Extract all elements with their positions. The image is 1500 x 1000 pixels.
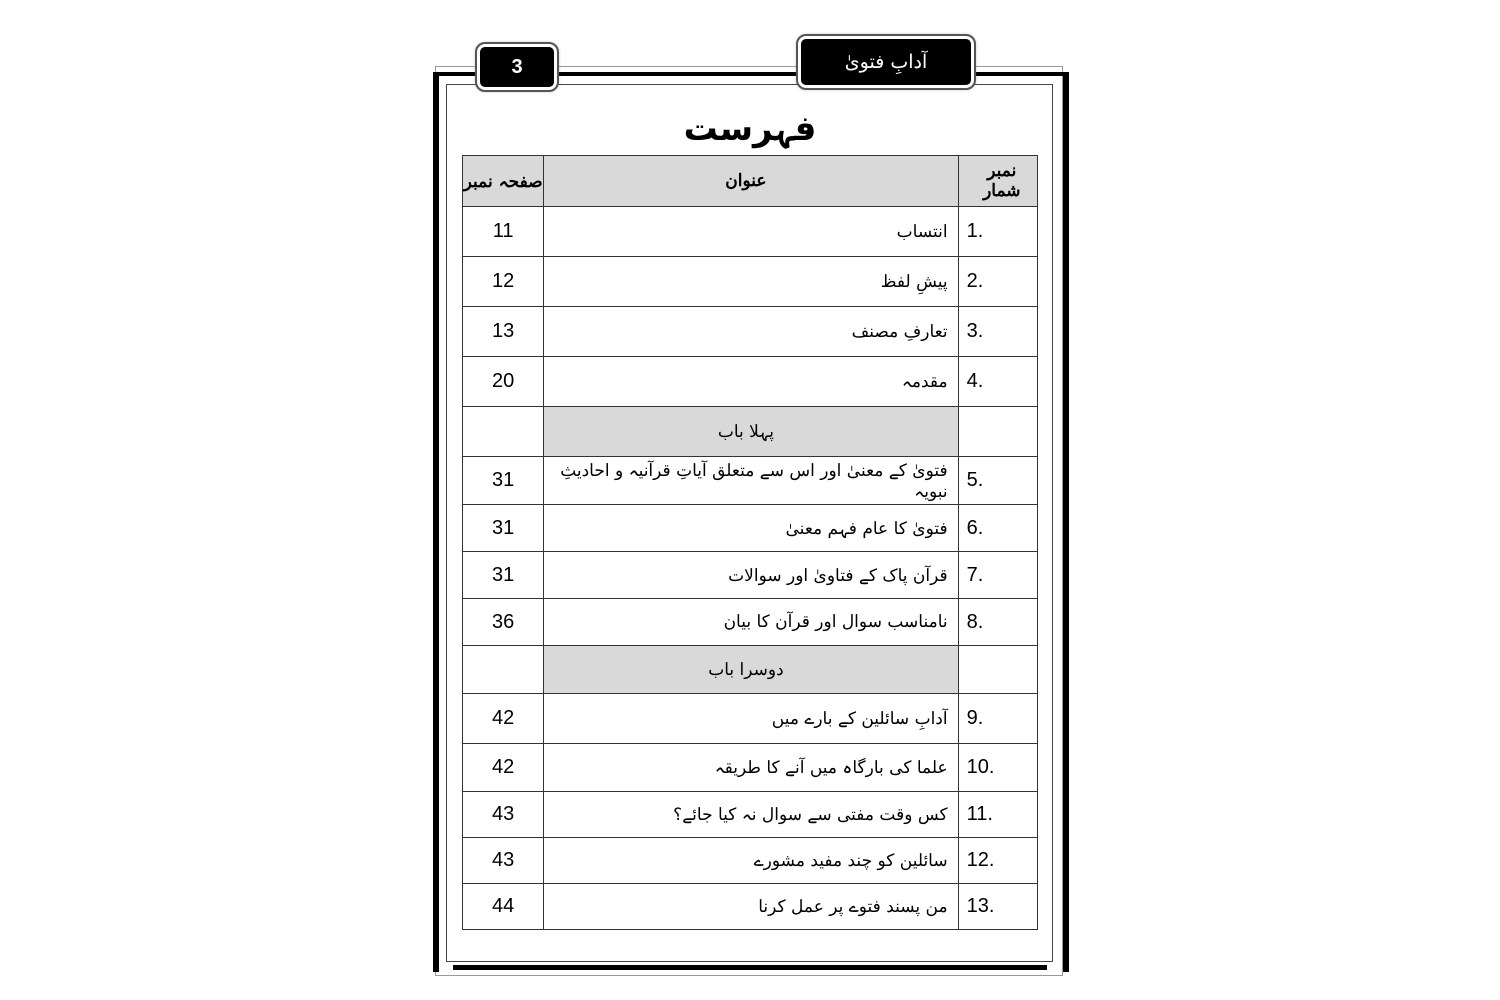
row-number: 7. bbox=[958, 552, 1037, 599]
row-page bbox=[463, 646, 544, 694]
row-number: 2. bbox=[958, 257, 1037, 307]
row-title: پہلا باب bbox=[544, 407, 958, 457]
row-number: 1. bbox=[958, 207, 1037, 257]
row-title: دوسرا باب bbox=[544, 646, 958, 694]
table-row bbox=[463, 457, 1038, 505]
page-number-tab: 3 bbox=[477, 44, 557, 90]
row-page: 20 bbox=[463, 357, 544, 407]
bottom-rule bbox=[453, 965, 1047, 970]
row-title: کس وقت مفتی سے سوال نہ کیا جائے؟ bbox=[544, 792, 958, 838]
section-row bbox=[463, 407, 1038, 457]
row-page: 42 bbox=[463, 694, 544, 744]
row-title: سائلین کو چند مفید مشورے bbox=[544, 838, 958, 884]
row-number: 6. bbox=[958, 505, 1037, 552]
row-title: فتویٰ کے معنیٰ اور اس سے متعلق آیاتِ قرآنیہ و احادیثِ نبویہ bbox=[544, 457, 958, 505]
row-page: 31 bbox=[463, 457, 544, 505]
row-page: 44 bbox=[463, 884, 544, 930]
row-page: 43 bbox=[463, 792, 544, 838]
table-row bbox=[463, 694, 1038, 744]
row-page: 42 bbox=[463, 744, 544, 792]
row-title: پیشِ لفظ bbox=[544, 257, 958, 307]
row-number: 3. bbox=[958, 307, 1037, 357]
row-page: 43 bbox=[463, 838, 544, 884]
book-title-tab: آدابِ فتویٰ bbox=[798, 36, 974, 88]
row-number: 9. bbox=[958, 694, 1037, 744]
contents-table bbox=[462, 155, 1038, 930]
row-page bbox=[463, 407, 544, 457]
table-row bbox=[463, 884, 1038, 930]
row-title: نامناسب سوال اور قرآن کا بیان bbox=[544, 599, 958, 646]
row-page: 11 bbox=[463, 207, 544, 257]
table-row bbox=[463, 207, 1038, 257]
table-row bbox=[463, 838, 1038, 884]
row-page: 12 bbox=[463, 257, 544, 307]
page-title: فہرست bbox=[683, 109, 817, 149]
row-number bbox=[958, 646, 1037, 694]
row-page: 31 bbox=[463, 552, 544, 599]
row-title: فتویٰ کا عام فہم معنیٰ bbox=[544, 505, 958, 552]
row-number: 8. bbox=[958, 599, 1037, 646]
row-title: تعارفِ مصنف bbox=[544, 307, 958, 357]
table-row bbox=[463, 307, 1038, 357]
table-row bbox=[463, 744, 1038, 792]
section-row bbox=[463, 646, 1038, 694]
row-number: 10. bbox=[958, 744, 1037, 792]
row-title: آدابِ سائلین کے بارے میں bbox=[544, 694, 958, 744]
row-number: 4. bbox=[958, 357, 1037, 407]
row-title: انتساب bbox=[544, 207, 958, 257]
row-number bbox=[958, 407, 1037, 457]
column-header-number: نمبر شمار bbox=[958, 156, 1037, 207]
table-row bbox=[463, 357, 1038, 407]
table-row bbox=[463, 599, 1038, 646]
row-title: من پسند فتوے پر عمل کرنا bbox=[544, 884, 958, 930]
row-number: 11. bbox=[958, 792, 1037, 838]
column-header-page: صفحہ نمبر bbox=[463, 156, 544, 207]
row-number: 5. bbox=[958, 457, 1037, 505]
table-header-row bbox=[463, 156, 1038, 207]
table-row bbox=[463, 552, 1038, 599]
row-page: 36 bbox=[463, 599, 544, 646]
row-number: 13. bbox=[958, 884, 1037, 930]
table-row bbox=[463, 505, 1038, 552]
row-number: 12. bbox=[958, 838, 1037, 884]
row-title: علما کی بارگاہ میں آنے کا طریقہ bbox=[544, 744, 958, 792]
row-title: مقدمہ bbox=[544, 357, 958, 407]
row-page: 13 bbox=[463, 307, 544, 357]
row-page: 31 bbox=[463, 505, 544, 552]
row-title: قرآن پاک کے فتاویٰ اور سوالات bbox=[544, 552, 958, 599]
table-row bbox=[463, 792, 1038, 838]
column-header-title: عنوان bbox=[544, 156, 958, 207]
table-row bbox=[463, 257, 1038, 307]
